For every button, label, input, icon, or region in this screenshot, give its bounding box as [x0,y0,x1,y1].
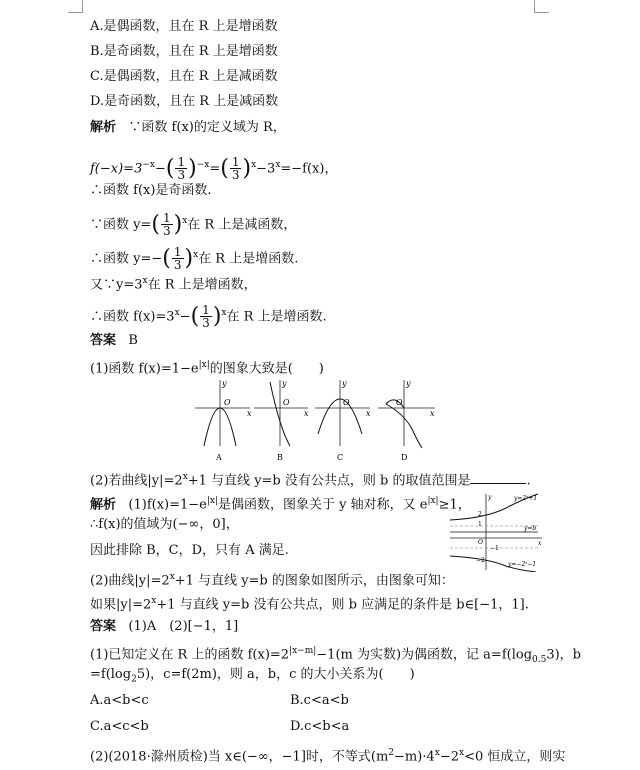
q-text: 的图象大致是( ) [209,361,324,377]
analysis-line-7 [90,298,327,331]
expr-part: ∵函数 y= [90,217,152,233]
answer-blank [470,471,526,484]
expr-exp: x [174,308,180,318]
q-text: −m)·4 [394,749,435,765]
analysis-line-5 [90,240,299,273]
option-graphs [190,374,450,464]
option-q3-a: A.a<b<c [90,693,149,708]
analysis2-line-3: 因此排除 B，C，D，只有 A 满足. [90,543,289,558]
q-exp: x [458,748,465,758]
fraction: $\frac{1}{3}$ [173,245,182,273]
graph-a-x: x [247,409,252,418]
answer-value: B [128,333,138,348]
graph-d-origin: O [396,398,403,407]
graph-a [195,379,252,462]
q-text: 5)，c=f(2m)，则 a，b，c 的大小关系为( ) [136,667,415,682]
analysis-label: 解析 [90,120,117,135]
label-two: 2 [478,511,482,518]
q-text: −2 [439,749,459,765]
graph-c-origin: O [343,398,350,407]
answer-value: (1)A (2)[−1，1] [128,619,239,634]
fraction: $\frac{1}{3}$ [177,155,186,183]
answer-label: 答案 [90,333,117,348]
q-sub: 2 [131,674,137,685]
label-line-b: y=b [524,525,537,532]
graph-a-y: y [222,379,227,388]
paren-right: ) [242,155,252,181]
expr-part: − [179,309,191,325]
graph-c-y: y [342,379,347,388]
expr-part: − [154,161,166,177]
label-x: x [538,540,542,547]
q-text: <0 恒成立，则实 [464,749,566,765]
q-text: −1(m 为实数)为偶函数，记 a=f(log [316,647,533,663]
graph-d-x: x [430,409,435,418]
graph-b-x: x [304,409,309,418]
question-3-2 [90,744,565,766]
graph-b-y: y [282,379,287,388]
analysis-label: 解析 [90,497,117,513]
analysis2-line-2: ∴f(x)的值域为(−∞，0]， [90,517,239,532]
expr-exp: x [221,308,227,318]
graph-c [315,379,371,462]
q-exp: |x−m| [289,646,317,656]
label-y: y [488,494,492,501]
graph-a-label: A [216,453,222,462]
q-exp: x [434,748,440,758]
analysis-text: ∵函数 f(x)的定义域为 R， [128,120,286,135]
expr-part: = [209,161,221,177]
option-b: B.是奇函数，且在 R 上是增函数 [90,44,278,59]
expr-part: ∴函数 y=− [90,251,163,267]
q-sub: 0.5 [532,654,547,665]
label-neg-two: −2 [476,557,485,564]
graph-c-label: C [337,453,344,462]
q-text: =f(log [90,667,132,682]
graph-d-y: y [406,379,411,388]
expr-exp: |x| [427,496,439,506]
q-exp: x [182,472,188,482]
q-text: (2)(2018·滁州质检)当 x∈(−∞，−1]时，不等式(m [90,749,389,765]
option-c: C.是偶函数，且在 R 上是减函数 [90,69,278,84]
expr-exp: x [169,572,175,582]
expr-part: 是偶函数，图象关于 y 轴对称，又 e [218,497,428,513]
q-text: . [526,473,531,489]
graph-abs-y [446,490,546,572]
expr-part: 如果|y|=2 [90,597,152,613]
expr-part: +1 与直线 y=b 没有公共点，则 b 应满足的条件是 b∈[−1，1]. [156,597,529,613]
expr-exp: x [182,216,188,226]
expr-part: (2)曲线|y|=2 [90,573,170,589]
q-text: 3)，b [546,647,582,663]
expr-part: 又∵y=3 [90,277,143,293]
q-text: (2)若曲线|y|=2 [90,473,183,489]
expr-exp: −x [196,160,210,170]
q-text: (1)已知定义在 R 上的函数 f(x)=2 [90,647,290,663]
answer-2 [90,618,238,636]
expr-exp: x [142,276,148,286]
paren-right: ) [184,245,194,271]
expr-part: f(−x)=3 [90,161,143,177]
question-3-1-line-1 [90,642,581,669]
expr-exp: x [151,596,157,606]
option-d: D.是奇函数，且在 R 上是减函数 [90,94,279,109]
expr-exp: x [251,160,257,170]
expr-part: (1)f(x)=1−e [128,497,207,513]
expr-part: 在 R 上是增函数. [198,251,299,267]
paren-left: ( [162,245,171,271]
label-upper-curve: y=2ˣ+1 [514,495,538,502]
label-one: 1 [478,521,482,528]
corner-mark-left [68,0,83,13]
q-exp: |x| [198,360,210,370]
paren-left: ( [220,155,229,181]
analysis2-line-5 [90,592,529,614]
paren-right: ) [212,303,222,329]
expr-part: ≥1， [438,497,471,513]
analysis-line-2 [90,150,338,183]
question-2-2 [90,468,531,490]
expr-part: 在 R 上是增函数， [147,277,257,293]
paren-left: ( [190,303,200,329]
expr-exp: −x [142,160,155,170]
q-text: +1 与直线 y=b 没有公共点，则 b 的取值范围是 [187,473,471,489]
answer-label: 答案 [90,619,117,634]
expr-part: 在 R 上是减函数， [187,217,297,233]
graph-a-origin: O [224,398,231,407]
expr-part: 在 R 上是增函数. [226,309,327,325]
question-3-1-line-2 [90,666,415,689]
graph-d [378,379,435,462]
paren-left: ( [165,155,175,181]
expr-exp: |x| [206,496,219,506]
fraction: $\frac{1}{3}$ [162,211,171,239]
expr-part: +1 与直线 y=b 的图象如图所示，由图象可知： [174,573,454,589]
option-q3-b: B.c<a<b [290,693,349,708]
analysis2-line-1 [90,492,471,514]
label-lower-curve: y=−2ˣ−1 [508,561,537,568]
paren-right: ) [188,155,197,181]
fraction: $\frac{1}{3}$ [231,155,240,183]
expr-exp: x [193,250,199,260]
answer-1 [90,332,138,350]
option-a: A.是偶函数，且在 R 上是增函数 [90,19,278,34]
analysis-line-4 [90,206,297,239]
graph-c-x: x [366,409,371,418]
analysis-line-1 [90,119,286,137]
graph-b-origin: O [283,398,290,407]
option-q3-d: D.c<b<a [290,719,350,734]
label-origin: O [478,539,483,546]
expr-exp: x [275,160,281,170]
q-exp: 2 [388,748,395,758]
expr-part: −3 [256,161,276,177]
graph-b-label: B [277,453,283,462]
paren-left: ( [151,211,160,237]
corner-mark-right [534,0,549,13]
q-text: (1)函数 f(x)=1−e [90,361,199,377]
analysis2-line-4 [90,568,454,590]
analysis-line-3: ∴函数 f(x)是奇函数. [90,183,212,198]
graph-b [254,379,309,462]
analysis-line-6 [90,272,257,294]
fraction: $\frac{1}{3}$ [202,303,210,331]
expr-part: ∴函数 f(x)=3 [90,309,175,325]
paren-right: ) [173,211,183,237]
option-q3-c: C.a<c<b [90,719,149,734]
expr-part: =−f(x)， [280,161,338,177]
graph-d-label: D [401,453,408,462]
label-neg-one: −1 [490,545,499,552]
